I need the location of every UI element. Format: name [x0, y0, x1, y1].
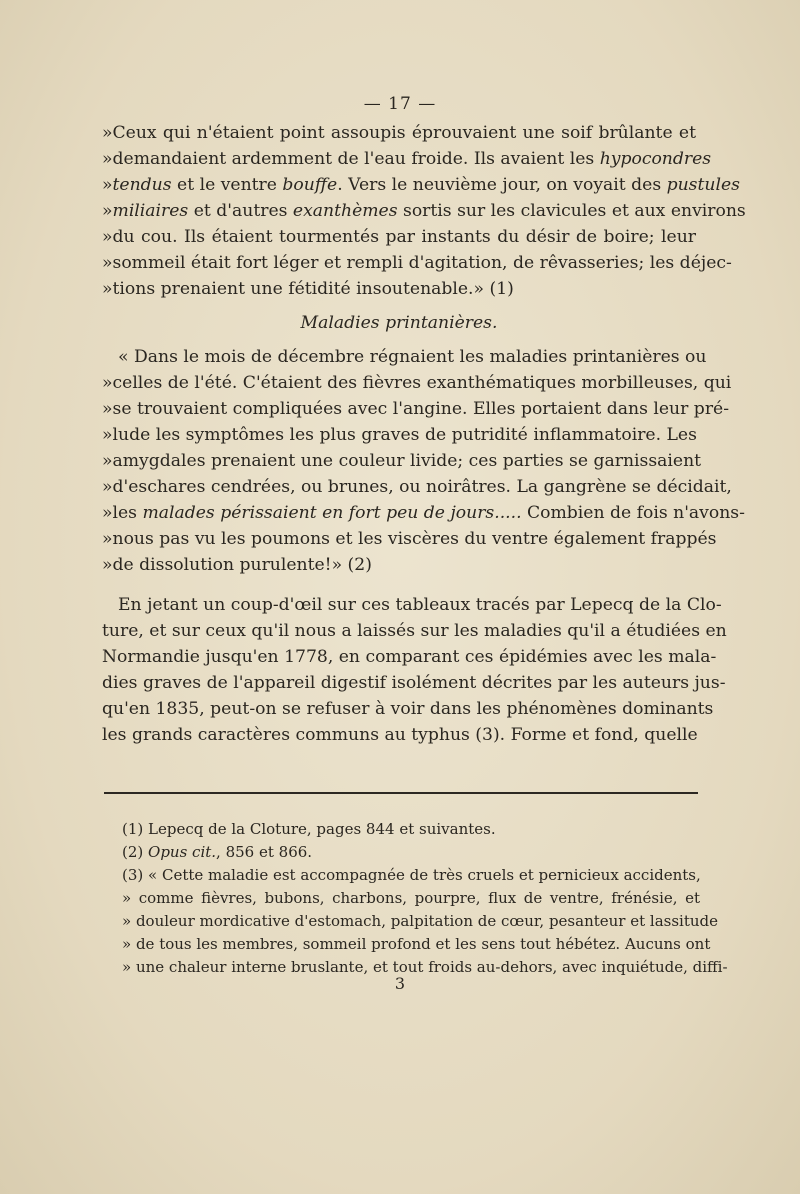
section-heading: Maladies printanières.	[300, 313, 498, 333]
footnote-line: » douleur mordicative d'estomach, palpitation de cœur, pesanteur et lassitude	[122, 912, 719, 930]
main-text	[102, 120, 746, 748]
text-line: ture, et sur ceux qu'il nous a laissés sur les maladies qu'il a étudiées en	[102, 621, 727, 641]
text-line: dies graves de l'appareil digestif isolément décrites par les auteurs jus-	[102, 673, 726, 693]
footnote-line: » une chaleur interne bruslante, et tout froids au-dehors, avec inquiétude, diffi-	[122, 958, 728, 976]
text-line: »lude les symptômes les plus graves de putridité inflammatoire. Les	[102, 425, 697, 445]
signature-mark: 3	[394, 974, 406, 993]
text-line: »d'eschares cendrées, ou brunes, ou noirâtres. La gangrène se décidait,	[102, 477, 732, 497]
footnote-line: » comme fièvres, bubons, charbons, pourpre, flux de ventre, frénésie, et	[122, 889, 700, 907]
text-line: »tions prenaient une fétidité insoutenable.» (1)	[102, 279, 514, 299]
page-number: — 17 —	[363, 94, 437, 114]
text-line: Normandie jusqu'en 1778, en comparant ces épidémies avec les mala-	[102, 647, 717, 667]
text-line: »miliaires et d'autres exanthèmes sortis sur les clavicules et aux environs	[102, 201, 746, 221]
text-line: »sommeil était fort léger et rempli d'agitation, de rêvasseries; les déjec-	[102, 253, 732, 273]
text-line: « Dans le mois de décembre régnaient les maladies printanières ou	[118, 347, 707, 367]
text-line: »demandaient ardemment de l'eau froide. Ils avaient les hypocondres	[102, 149, 712, 169]
text-line: »Ceux qui n'étaient point assoupis éprouvaient une soif brûlante et	[102, 123, 696, 143]
text-line: »amygdales prenaient une couleur livide; ces parties se garnissaient	[102, 451, 702, 471]
text-line: »les malades périssaient en fort peu de jours..... Combien de fois n'avons-	[102, 503, 745, 523]
text-line: »se trouvaient compliquées avec l'angine. Elles portaient dans leur pré-	[102, 399, 730, 419]
footnote-3: (3) « Cette maladie est accompagnée de très cruels et pernicieux accidents,	[122, 866, 701, 884]
text-line: »de dissolution purulente!» (2)	[102, 555, 372, 575]
text-line: les grands caractères communs au typhus (3). Forme et fond, quelle	[102, 725, 698, 745]
text-line: qu'en 1835, peut-on se refuser à voir dans les phénomènes dominants	[102, 699, 714, 719]
text-line: »nous pas vu les poumons et les viscères du ventre également frappés	[102, 529, 717, 549]
text-line: En jetant un coup-d'œil sur ces tableaux tracés par Lepecq de la Clo-	[118, 595, 722, 615]
footnote-1: (1) Lepecq de la Cloture, pages 844 et suivantes.	[122, 820, 496, 838]
text-line: »du cou. Ils étaient tourmentés par instants du désir de boire; leur	[102, 227, 696, 247]
footnote-2: (2) Opus cit., 856 et 866.	[122, 843, 313, 861]
footnotes	[122, 818, 728, 979]
text-line: »celles de l'été. C'étaient des fièvres exanthématiques morbilleuses, qui	[102, 373, 732, 393]
text-line: »tendus et le ventre bouffe. Vers le neuvième jour, on voyait des pustules	[102, 175, 740, 195]
footnote-divider	[104, 792, 698, 794]
footnote-line: » de tous les membres, sommeil profond et les sens tout hébétez. Aucuns ont	[122, 935, 711, 953]
